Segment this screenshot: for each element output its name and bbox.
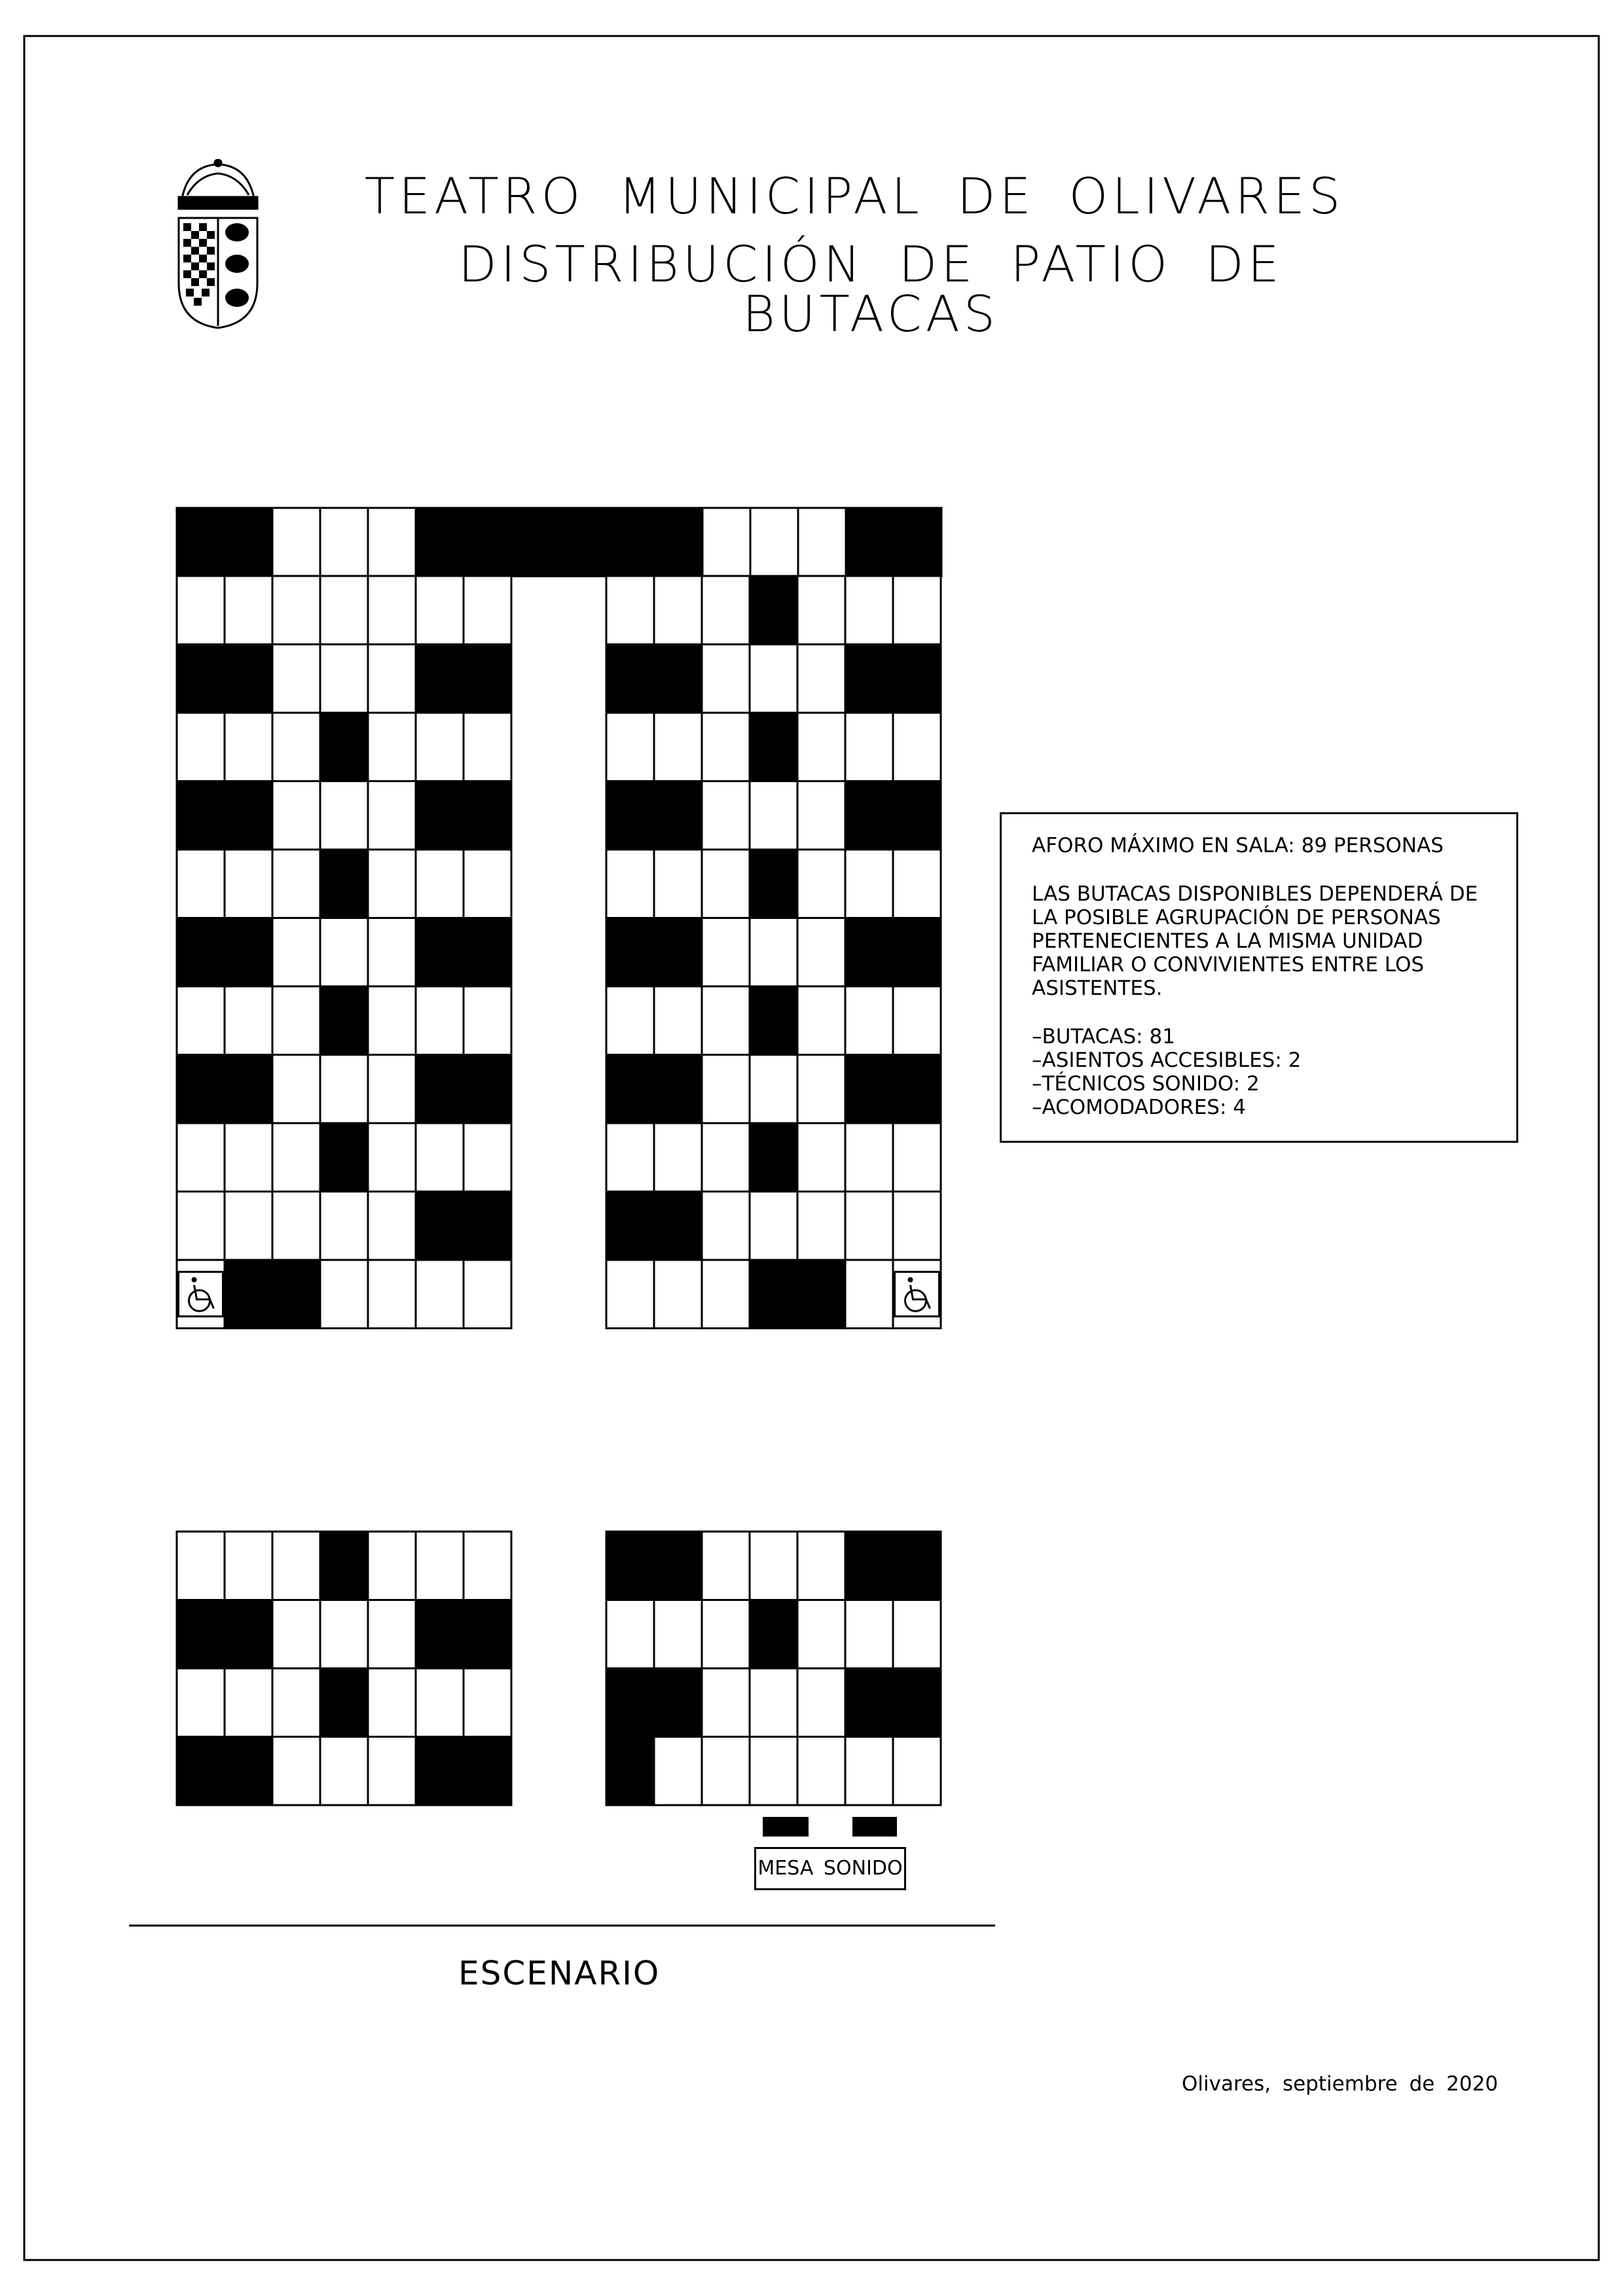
seat-blocked: [320, 986, 368, 1055]
seat-available: [893, 576, 941, 645]
seat-available: [272, 850, 320, 918]
seat-available: [177, 1192, 225, 1261]
seat-available: [320, 576, 368, 645]
seat-available: [750, 1668, 797, 1737]
seat-available: [845, 576, 893, 645]
seat-available: [654, 1737, 702, 1806]
seat-blocked: [225, 1600, 272, 1669]
seat-available: [606, 1123, 654, 1192]
seat-available: [654, 713, 702, 781]
seat-blocked: [416, 781, 464, 850]
seat-available: [225, 1668, 272, 1737]
municipal-crest-icon: [169, 159, 267, 329]
seat-blocked: [177, 1600, 225, 1669]
seat-available: [464, 1123, 511, 1192]
seat-available: [702, 1737, 750, 1806]
seat-available: [416, 986, 464, 1055]
seat-available: [416, 1260, 464, 1329]
seat-available: [320, 781, 368, 850]
seat-available: [702, 918, 750, 987]
seat-available: [177, 576, 225, 645]
seat-blocked: [845, 1055, 893, 1124]
seat-available: [606, 850, 654, 918]
seat-blocked: [750, 850, 797, 918]
count-accessible: –ASIENTOS ACCESIBLES: 2: [1032, 1049, 1302, 1072]
seat-available: [272, 508, 320, 577]
capacity-info-box: [1000, 812, 1518, 1143]
seat-available: [320, 508, 368, 577]
seat-available: [320, 645, 368, 713]
seat-available: [320, 1260, 368, 1329]
seat-blocked: [893, 645, 941, 713]
seat-blocked: [606, 1668, 654, 1737]
seat-available: [225, 713, 272, 781]
seat-available: [464, 1260, 511, 1329]
seat-blocked: [893, 781, 941, 850]
seat-blocked: [464, 1192, 511, 1261]
seat-available: [225, 576, 272, 645]
seat-blocked: [177, 508, 225, 577]
seat-available: [654, 1123, 702, 1192]
sound-technician-seat: [852, 1817, 897, 1837]
seat-blocked: [225, 781, 272, 850]
seat-available: [893, 850, 941, 918]
capacity-line: AFORO MÁXIMO EN SALA: 89 PERSONAS: [1032, 834, 1444, 857]
seat-available: [750, 1737, 797, 1806]
seat-available: [702, 576, 750, 645]
seat-available: [606, 986, 654, 1055]
seat-available: [797, 1192, 845, 1261]
seat-available: [320, 1192, 368, 1261]
seat-blocked: [654, 1055, 702, 1124]
seat-blocked: [655, 508, 702, 577]
seat-blocked: [416, 1192, 464, 1261]
seat-blocked: [654, 781, 702, 850]
seat-available: [845, 1260, 893, 1329]
seat-blocked: [607, 508, 655, 577]
seat-available: [177, 1532, 225, 1600]
seat-blocked: [177, 918, 225, 987]
seat-available: [320, 1600, 368, 1669]
seat-available: [797, 1600, 845, 1669]
seat-blocked: [893, 918, 941, 987]
seat-available: [702, 1668, 750, 1737]
seat-blocked: [845, 1668, 893, 1737]
seat-blocked: [893, 1532, 941, 1600]
seat-available: [797, 1668, 845, 1737]
note-line: LAS BUTACAS DISPONIBLES DEPENDERÁ DE: [1032, 882, 1478, 906]
seat-available: [702, 986, 750, 1055]
seat-available: [272, 918, 320, 987]
seat-available: [416, 1123, 464, 1192]
seat-available: [368, 1123, 416, 1192]
seat-available: [368, 781, 416, 850]
seat-available: [368, 1192, 416, 1261]
wheelchair-icon: [895, 1272, 939, 1316]
seat-available: [702, 1532, 750, 1600]
seat-available: [225, 1192, 272, 1261]
seat-available: [702, 1055, 750, 1124]
sound-desk-label: MESA SONIDO: [754, 1847, 906, 1890]
seat-available: [702, 850, 750, 918]
seat-available: [606, 1600, 654, 1669]
seat-available: [464, 576, 511, 645]
seat-available: [797, 1123, 845, 1192]
seat-available: [272, 1055, 320, 1124]
seat-available: [606, 713, 654, 781]
seat-available: [464, 850, 511, 918]
seat-blocked: [606, 1055, 654, 1124]
seat-available: [225, 1532, 272, 1600]
seat-available: [464, 986, 511, 1055]
seat-available: [272, 1668, 320, 1737]
seat-blocked: [416, 508, 464, 577]
seat-blocked: [559, 508, 607, 577]
seat-available: [368, 850, 416, 918]
count-seats: –BUTACAS: 81: [1032, 1025, 1175, 1049]
seat-blocked: [845, 1532, 893, 1600]
seat-available: [702, 781, 750, 850]
seat-available: [320, 1055, 368, 1124]
seat-available: [845, 1600, 893, 1669]
seat-available: [750, 508, 798, 577]
seat-blocked: [225, 1737, 272, 1806]
seat-available: [797, 645, 845, 713]
seat-available: [654, 576, 702, 645]
note-line: FAMILIAR O CONVIVIENTES ENTRE LOS: [1032, 953, 1425, 977]
seat-available: [797, 1737, 845, 1806]
seat-available: [845, 986, 893, 1055]
seat-available: [272, 1192, 320, 1261]
seat-available: [893, 713, 941, 781]
seat-available: [368, 1532, 416, 1600]
seat-available: [177, 986, 225, 1055]
seat-available: [368, 1055, 416, 1124]
seat-blocked: [272, 1260, 320, 1329]
seat-available: [893, 986, 941, 1055]
seat-blocked: [750, 713, 797, 781]
seat-blocked: [845, 918, 893, 987]
seat-available: [750, 781, 797, 850]
seat-available: [893, 1737, 941, 1806]
seat-available: [702, 645, 750, 713]
footer-date: Olivares, septiembre de 2020: [1182, 2072, 1499, 2096]
seat-available: [416, 1668, 464, 1737]
seat-available: [368, 1260, 416, 1329]
seat-blocked: [225, 508, 272, 577]
seat-blocked: [750, 1260, 797, 1329]
seat-blocked: [320, 1123, 368, 1192]
seat-available: [368, 1600, 416, 1669]
seat-available: [797, 986, 845, 1055]
seat-available: [225, 1123, 272, 1192]
seat-available: [368, 576, 416, 645]
seat-available: [654, 986, 702, 1055]
seat-available: [606, 1260, 654, 1329]
seat-blocked: [654, 1192, 702, 1261]
seat-available: [702, 1123, 750, 1192]
seat-blocked: [416, 645, 464, 713]
seat-available: [272, 1123, 320, 1192]
seat-available: [368, 645, 416, 713]
seat-available: [320, 1737, 368, 1806]
seat-available: [272, 576, 320, 645]
seat-available: [654, 850, 702, 918]
seat-blocked: [464, 508, 511, 577]
seat-available: [654, 1260, 702, 1329]
seat-available: [225, 986, 272, 1055]
seat-available: [750, 1192, 797, 1261]
seat-available: [225, 850, 272, 918]
seat-blocked: [845, 781, 893, 850]
seat-blocked: [225, 1055, 272, 1124]
seat-blocked: [416, 1055, 464, 1124]
seat-available: [464, 1668, 511, 1737]
seat-blocked: [416, 1600, 464, 1669]
seat-available: [797, 576, 845, 645]
seat-available: [368, 1668, 416, 1737]
seat-blocked: [177, 1737, 225, 1806]
seat-blocked: [606, 781, 654, 850]
wheelchair-icon: [179, 1272, 223, 1316]
seat-available: [416, 850, 464, 918]
seat-available: [702, 1192, 750, 1261]
seat-available: [797, 713, 845, 781]
seat-blocked: [320, 850, 368, 918]
seat-blocked: [177, 1055, 225, 1124]
seat-available: [845, 850, 893, 918]
seat-blocked: [464, 1737, 511, 1806]
seat-blocked: [320, 713, 368, 781]
seat-available: [368, 713, 416, 781]
seat-available: [416, 576, 464, 645]
seat-blocked: [464, 918, 511, 987]
seat-blocked: [606, 1737, 654, 1806]
seat-available: [702, 1260, 750, 1329]
seat-available: [272, 781, 320, 850]
seat-blocked: [606, 918, 654, 987]
seat-blocked: [606, 1532, 654, 1600]
seat-available: [272, 1737, 320, 1806]
note-line: PERTENECIENTES A LA MISMA UNIDAD: [1032, 929, 1423, 953]
seat-blocked: [464, 1055, 511, 1124]
seat-available: [750, 1532, 797, 1600]
seat-available: [797, 1532, 845, 1600]
seat-available: [845, 1192, 893, 1261]
seat-blocked: [606, 645, 654, 713]
seat-available: [702, 713, 750, 781]
seat-blocked: [845, 645, 893, 713]
seat-blocked: [893, 1668, 941, 1737]
seat-blocked: [225, 1260, 272, 1329]
seat-available: [464, 1532, 511, 1600]
seat-available: [750, 645, 797, 713]
seating-grids: [177, 508, 941, 1805]
seat-blocked: [225, 918, 272, 987]
seat-available: [654, 1600, 702, 1669]
seat-available: [177, 1668, 225, 1737]
seat-blocked: [177, 781, 225, 850]
seat-available: [177, 850, 225, 918]
seat-available: [368, 508, 416, 577]
title-line-1: TEATRO MUNICIPAL DE OLIVARES: [364, 167, 1345, 225]
seat-blocked: [654, 1668, 702, 1737]
seat-available: [272, 1600, 320, 1669]
seat-available: [750, 1055, 797, 1124]
seat-available: [845, 1737, 893, 1806]
seat-available: [797, 1055, 845, 1124]
seat-available: [845, 713, 893, 781]
seat-available: [797, 918, 845, 987]
seat-available: [845, 1123, 893, 1192]
seat-blocked: [464, 781, 511, 850]
seat-blocked: [416, 1737, 464, 1806]
seat-blocked: [654, 645, 702, 713]
seat-blocked: [606, 1192, 654, 1261]
seat-blocked: [511, 508, 559, 577]
seat-available: [368, 918, 416, 987]
seat-available: [272, 645, 320, 713]
seat-blocked: [750, 576, 797, 645]
seat-available: [893, 1192, 941, 1261]
stage-label: ESCENARIO: [458, 1954, 661, 1992]
seat-available: [797, 850, 845, 918]
note-line: LA POSIBLE AGRUPACIÓN DE PERSONAS: [1032, 906, 1441, 929]
seat-blocked: [750, 1123, 797, 1192]
seat-available: [272, 986, 320, 1055]
seat-blocked: [846, 508, 894, 577]
title-line-2: DISTRIBUCIÓN DE PATIO DE BUTACAS: [458, 235, 1283, 343]
seat-available: [750, 918, 797, 987]
seat-blocked: [177, 645, 225, 713]
note-line: ASISTENTES.: [1032, 977, 1163, 1000]
seat-available: [272, 1532, 320, 1600]
seat-available: [368, 1737, 416, 1806]
seat-blocked: [893, 1055, 941, 1124]
count-ushers: –ACOMODADORES: 4: [1032, 1096, 1246, 1119]
seat-blocked: [225, 645, 272, 713]
seat-available: [320, 918, 368, 987]
seat-available: [272, 713, 320, 781]
seat-blocked: [416, 918, 464, 987]
seat-available: [798, 508, 846, 577]
seat-available: [416, 713, 464, 781]
seat-blocked: [464, 645, 511, 713]
seat-blocked: [750, 1600, 797, 1669]
seat-available: [893, 1600, 941, 1669]
seat-available: [368, 986, 416, 1055]
seat-blocked: [464, 1600, 511, 1669]
seat-blocked: [750, 986, 797, 1055]
seat-blocked: [320, 1668, 368, 1737]
seat-blocked: [797, 1260, 845, 1329]
seat-available: [702, 508, 750, 577]
seat-available: [464, 713, 511, 781]
seat-blocked: [654, 918, 702, 987]
seat-available: [797, 781, 845, 850]
seat-available: [177, 713, 225, 781]
seat-blocked: [320, 1532, 368, 1600]
seat-available: [177, 1123, 225, 1192]
seat-blocked: [654, 1532, 702, 1600]
seat-available: [893, 1123, 941, 1192]
sound-technician-seat: [763, 1817, 809, 1837]
seat-blocked: [894, 508, 941, 577]
seat-available: [416, 1532, 464, 1600]
count-technicians: –TÉCNICOS SONIDO: 2: [1032, 1072, 1260, 1096]
seat-available: [606, 576, 654, 645]
seat-available: [702, 1600, 750, 1669]
